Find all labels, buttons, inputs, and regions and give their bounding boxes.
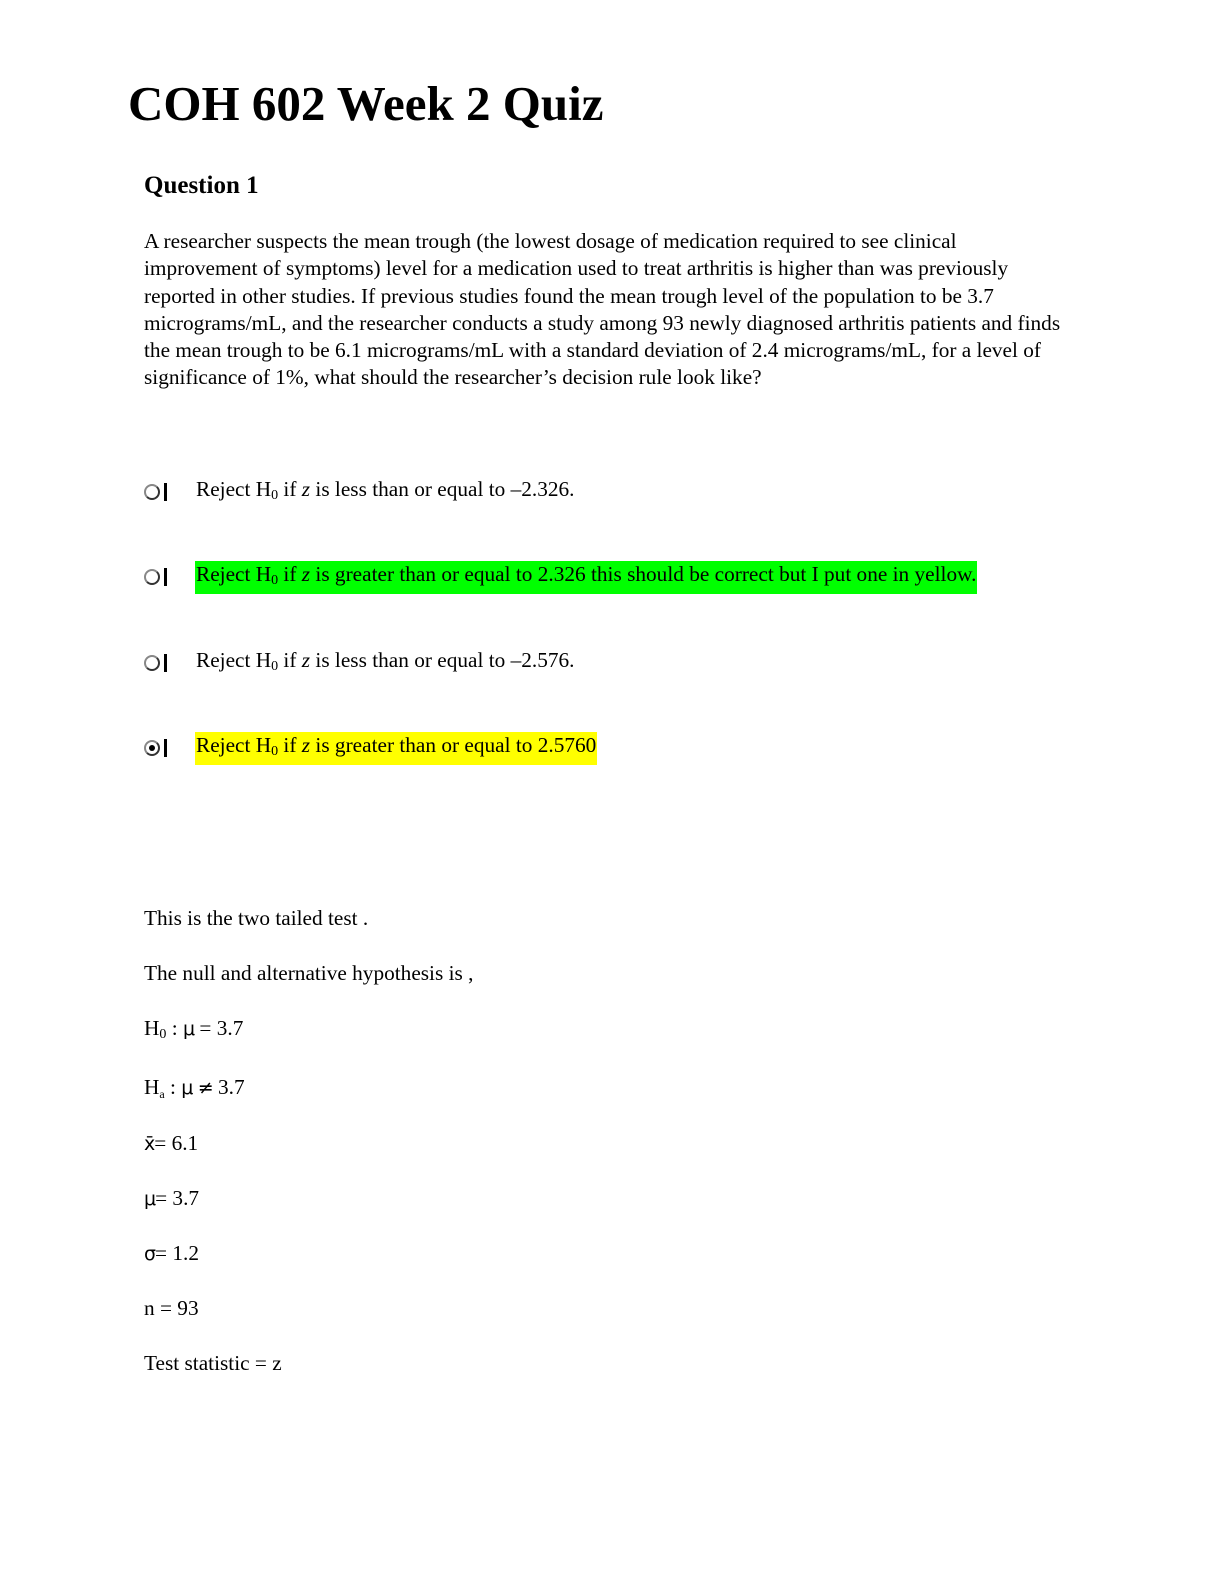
answer-option-label: Reject $H_0$ if z is less than or equal to –2.326.: [196, 476, 575, 503]
document-title: COH 602 Week 2 Quiz: [128, 76, 604, 131]
mu-symbol: μ: [181, 1077, 193, 1099]
sample-mean: x̄= 6.1: [144, 1129, 198, 1158]
answer-option-2[interactable]: [144, 562, 977, 592]
radio-button[interactable]: [144, 484, 160, 500]
answer-option-label-highlighted-green: Reject $H_0$ if z is greater than or equal to 2.326 this should be correct but I put one in yellow.: [195, 561, 977, 594]
answer-option-4-selected[interactable]: [144, 733, 597, 763]
question-text: A researcher suspects the mean trough (the lowest dosage of medication required to see clinical improvement of symptoms) level for a medication used to treat arthritis is higher than was previously reported in other studies. If previous studies found the mean trough level of the population to be 3.7 micrograms/mL, and the researcher conducts a study among 93 newly diagnosed arthritis patients and finds the mean trough to be 6.1 micrograms/mL with a standard deviation of 2.4 micrograms/mL, for a level of significance of 1%, what should the researcher’s decision rule look like?: [144, 229, 1061, 390]
work-line-hypothesis: The null and alternative hypothesis is ,: [144, 961, 474, 985]
null-hypothesis: $H_0$ : μ = 3.7: [144, 1016, 244, 1042]
radio-dot-icon: [149, 745, 155, 751]
radio-button-selected[interactable]: [144, 740, 160, 756]
radio-bar: [164, 483, 167, 501]
radio-bar: [164, 739, 167, 757]
population-mean: μ= 3.7: [144, 1184, 199, 1213]
x-bar-symbol: x̄: [144, 1133, 155, 1155]
standard-deviation: σ= 1.2: [144, 1239, 199, 1268]
mu-symbol: μ: [182, 1018, 195, 1040]
work-line-two-tailed: This is the two tailed test .: [144, 906, 369, 930]
radio-bar: [164, 654, 167, 672]
radio-button[interactable]: [144, 569, 160, 585]
answer-option-label-highlighted-yellow: Reject $H_0$ if z is greater than or equal to 2.5760: [195, 732, 597, 765]
radio-button[interactable]: [144, 655, 160, 671]
answer-option-1[interactable]: [144, 477, 575, 507]
radio-bar: [164, 568, 167, 586]
question-heading: Question 1: [144, 172, 259, 199]
sigma-symbol: σ: [144, 1243, 156, 1265]
mu-symbol: μ: [144, 1188, 156, 1210]
answer-option-3[interactable]: [144, 648, 575, 678]
sample-size: n = 93: [144, 1296, 199, 1320]
test-statistic: Test statistic = z: [144, 1351, 282, 1375]
alternative-hypothesis: $H_a$ : μ ≠ 3.7: [144, 1075, 245, 1101]
answer-option-label: Reject $H_0$ if z is less than or equal to –2.576.: [196, 647, 575, 674]
not-equal-symbol: ≠: [197, 1077, 213, 1099]
